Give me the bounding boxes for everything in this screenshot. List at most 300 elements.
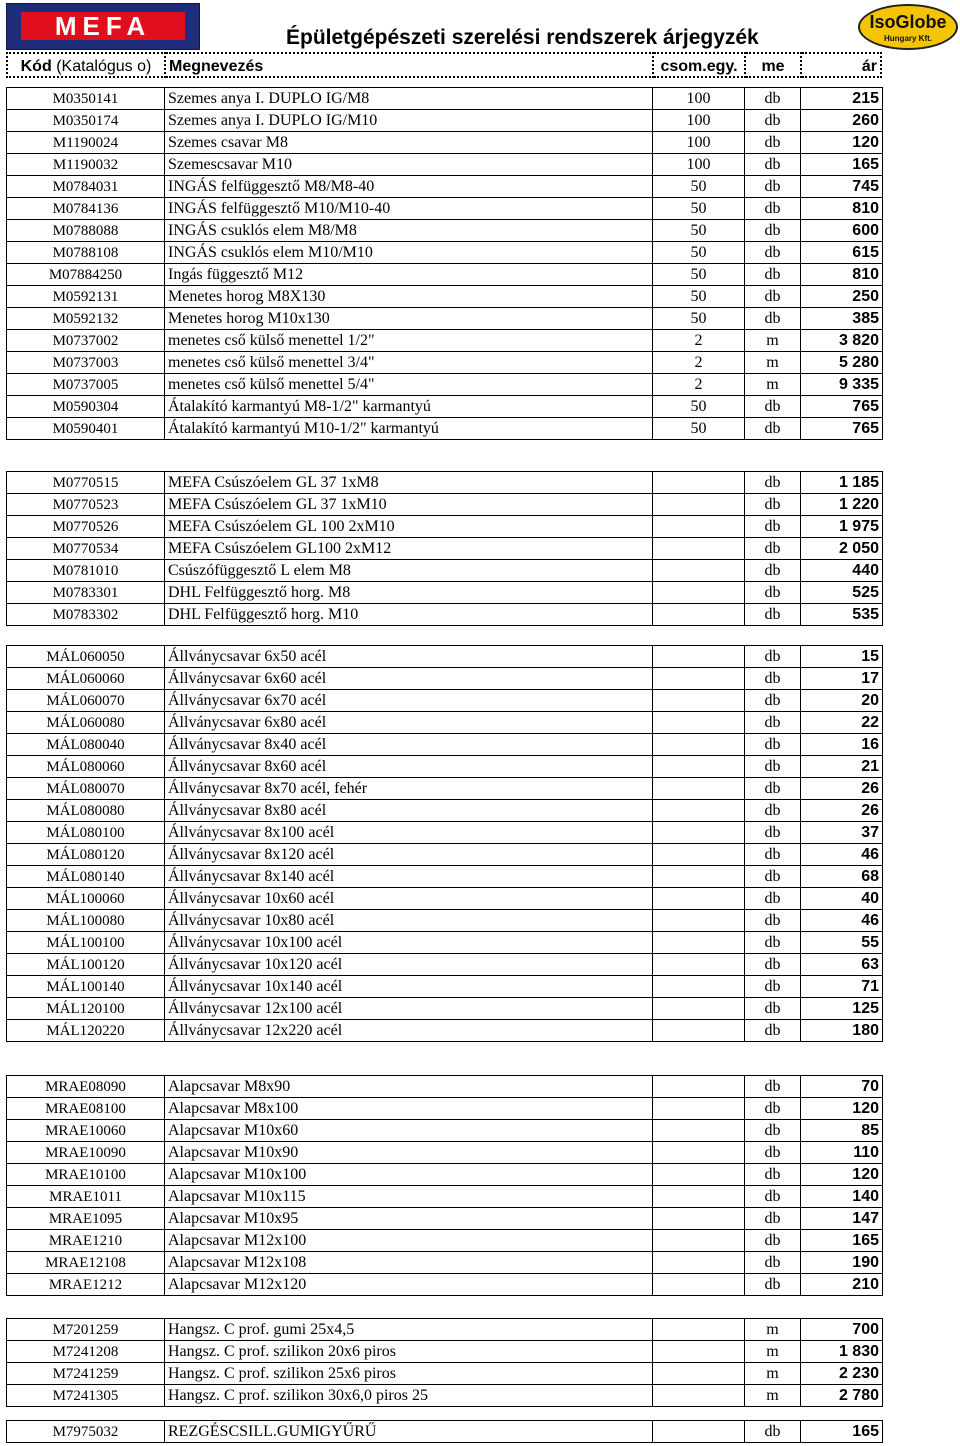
cell-pack: 50 <box>653 418 745 440</box>
cell-price: 140 <box>801 1186 883 1208</box>
cell-code: M0788108 <box>7 242 165 264</box>
cell-unit: m <box>745 1319 801 1341</box>
table-row <box>7 242 883 264</box>
cell-unit: db <box>745 910 801 932</box>
table-row <box>7 1020 883 1042</box>
table-row <box>7 286 883 308</box>
table-row <box>7 472 883 494</box>
cell-unit: m <box>745 1385 801 1407</box>
cell-code: MRAE10090 <box>7 1142 165 1164</box>
table-row <box>7 198 883 220</box>
cell-pack: 100 <box>653 110 745 132</box>
cell-pack: 50 <box>653 176 745 198</box>
mefa-logo: MEFA <box>6 3 200 50</box>
cell-code: MÁL080040 <box>7 734 165 756</box>
cell-code: M0592131 <box>7 286 165 308</box>
cell-name: Állványcsavar 6x70 acél <box>165 690 653 712</box>
cell-name: Állványcsavar 12x100 acél <box>165 998 653 1020</box>
cell-unit: db <box>745 560 801 582</box>
cell-pack: 50 <box>653 198 745 220</box>
cell-pack <box>653 1385 745 1407</box>
cell-name: Szemes anya I. DUPLO IG/M10 <box>165 110 653 132</box>
cell-pack <box>653 1319 745 1341</box>
cell-unit: db <box>745 1076 801 1098</box>
cell-code: M0784031 <box>7 176 165 198</box>
table-row <box>7 998 883 1020</box>
cell-pack <box>653 1142 745 1164</box>
cell-name: Alapcsavar M10x100 <box>165 1164 653 1186</box>
cell-name: DHL Felfüggesztő horg. M10 <box>165 604 653 626</box>
cell-price: 46 <box>801 844 883 866</box>
cell-name: Állványcsavar 8x100 acél <box>165 822 653 844</box>
cell-unit: db <box>745 198 801 220</box>
cell-code: M0737002 <box>7 330 165 352</box>
cell-pack: 50 <box>653 286 745 308</box>
cell-unit: db <box>745 516 801 538</box>
cell-code: M0770523 <box>7 494 165 516</box>
cell-price: 745 <box>801 176 883 198</box>
cell-name: Állványcsavar 8x60 acél <box>165 756 653 778</box>
table-row <box>7 538 883 560</box>
table-row <box>7 582 883 604</box>
cell-price: 765 <box>801 418 883 440</box>
table-row <box>7 352 883 374</box>
cell-pack <box>653 998 745 1020</box>
cell-name: Állványcsavar 10x80 acél <box>165 910 653 932</box>
cell-unit: db <box>745 1230 801 1252</box>
cell-name: Ingás függesztő M12 <box>165 264 653 286</box>
cell-name: DHL Felfüggesztő horg. M8 <box>165 582 653 604</box>
cell-pack <box>653 756 745 778</box>
cell-unit: m <box>745 352 801 374</box>
product-group-table <box>6 471 883 626</box>
cell-code: MÁL100120 <box>7 954 165 976</box>
cell-price: 525 <box>801 582 883 604</box>
cell-name: Állványcsavar 8x70 acél, fehér <box>165 778 653 800</box>
cell-pack <box>653 1208 745 1230</box>
cell-pack <box>653 712 745 734</box>
cell-pack <box>653 800 745 822</box>
cell-code: MRAE1095 <box>7 1208 165 1230</box>
cell-pack <box>653 1230 745 1252</box>
cell-pack <box>653 976 745 998</box>
cell-name: Alapcsavar M12x120 <box>165 1274 653 1296</box>
cell-unit: db <box>745 844 801 866</box>
cell-unit: db <box>745 242 801 264</box>
cell-price: 215 <box>801 88 883 110</box>
cell-code: MÁL120220 <box>7 1020 165 1042</box>
cell-unit: db <box>745 690 801 712</box>
table-row <box>7 374 883 396</box>
cell-name: Alapcsavar M10x90 <box>165 1142 653 1164</box>
product-group-table <box>6 1420 883 1443</box>
cell-unit: db <box>745 308 801 330</box>
cell-price: 125 <box>801 998 883 1020</box>
cell-name: Átalakító karmantyú M8-1/2" karmantyú <box>165 396 653 418</box>
cell-code: M1190024 <box>7 132 165 154</box>
cell-name: Hangsz. C prof. szilikon 20x6 piros <box>165 1341 653 1363</box>
cell-price: 26 <box>801 778 883 800</box>
cell-unit: db <box>745 264 801 286</box>
cell-pack <box>653 1076 745 1098</box>
cell-code: M0784136 <box>7 198 165 220</box>
cell-price: 2 230 <box>801 1363 883 1385</box>
cell-pack <box>653 604 745 626</box>
cell-unit: db <box>745 1020 801 1042</box>
cell-price: 250 <box>801 286 883 308</box>
table-row <box>7 1230 883 1252</box>
cell-pack <box>653 582 745 604</box>
table-row <box>7 668 883 690</box>
cell-unit: db <box>745 800 801 822</box>
cell-price: 440 <box>801 560 883 582</box>
cell-name: REZGÉSCSILL.GUMIGYŰRŰ <box>165 1421 653 1443</box>
table-row <box>7 1120 883 1142</box>
table-row <box>7 888 883 910</box>
cell-code: M0592132 <box>7 308 165 330</box>
cell-pack <box>653 560 745 582</box>
cell-unit: db <box>745 1164 801 1186</box>
table-row <box>7 264 883 286</box>
cell-price: 180 <box>801 1020 883 1042</box>
cell-name: MEFA Csúszóelem GL 37 1xM10 <box>165 494 653 516</box>
cell-pack <box>653 778 745 800</box>
cell-name: Állványcsavar 6x80 acél <box>165 712 653 734</box>
table-row <box>7 154 883 176</box>
column-header-price: ár <box>802 52 882 78</box>
cell-price: 190 <box>801 1252 883 1274</box>
cell-code: MRAE08100 <box>7 1098 165 1120</box>
table-row <box>7 1363 883 1385</box>
cell-code: M0590304 <box>7 396 165 418</box>
column-header-name: Megnevezés <box>166 52 654 78</box>
isoglobe-logo: IsoGlobe Hungary Kft. <box>858 4 958 50</box>
cell-pack: 100 <box>653 132 745 154</box>
cell-unit: db <box>745 220 801 242</box>
cell-code: M7241305 <box>7 1385 165 1407</box>
cell-unit: m <box>745 1363 801 1385</box>
cell-pack: 50 <box>653 220 745 242</box>
cell-unit: db <box>745 1421 801 1443</box>
cell-unit: db <box>745 888 801 910</box>
table-row <box>7 1274 883 1296</box>
cell-code: M0781010 <box>7 560 165 582</box>
cell-price: 810 <box>801 264 883 286</box>
cell-code: MRAE1210 <box>7 1230 165 1252</box>
table-row <box>7 1208 883 1230</box>
table-row <box>7 132 883 154</box>
cell-code: M7201259 <box>7 1319 165 1341</box>
cell-unit: db <box>745 582 801 604</box>
cell-price: 165 <box>801 1230 883 1252</box>
table-row <box>7 866 883 888</box>
cell-price: 810 <box>801 198 883 220</box>
page-title: Épületgépészeti szerelési rendszerek árjegyzék <box>286 26 759 49</box>
cell-name: Alapcsavar M10x115 <box>165 1186 653 1208</box>
cell-code: M7241208 <box>7 1341 165 1363</box>
cell-pack <box>653 494 745 516</box>
cell-pack <box>653 1274 745 1296</box>
cell-pack <box>653 1252 745 1274</box>
cell-price: 535 <box>801 604 883 626</box>
cell-code: MÁL080070 <box>7 778 165 800</box>
cell-code: M0737003 <box>7 352 165 374</box>
column-header-code: Kód (Katalógus o) <box>6 52 166 78</box>
cell-price: 2 050 <box>801 538 883 560</box>
cell-price: 17 <box>801 668 883 690</box>
cell-name: MEFA Csúszóelem GL100 2xM12 <box>165 538 653 560</box>
cell-price: 40 <box>801 888 883 910</box>
cell-name: Szemes anya I. DUPLO IG/M8 <box>165 88 653 110</box>
cell-pack <box>653 822 745 844</box>
table-row <box>7 910 883 932</box>
cell-code: MÁL100100 <box>7 932 165 954</box>
cell-pack <box>653 866 745 888</box>
cell-unit: db <box>745 756 801 778</box>
cell-name: Állványcsavar 10x100 acél <box>165 932 653 954</box>
cell-price: 1 975 <box>801 516 883 538</box>
table-row <box>7 1319 883 1341</box>
cell-pack <box>653 1341 745 1363</box>
cell-price: 210 <box>801 1274 883 1296</box>
cell-price: 110 <box>801 1142 883 1164</box>
cell-name: Állványcsavar 8x40 acél <box>165 734 653 756</box>
table-row <box>7 494 883 516</box>
table-row <box>7 308 883 330</box>
cell-code: MÁL080120 <box>7 844 165 866</box>
cell-name: Hangsz. C prof. szilikon 30x6,0 piros 25 <box>165 1385 653 1407</box>
cell-code: M07884250 <box>7 264 165 286</box>
cell-price: 37 <box>801 822 883 844</box>
cell-name: Alapcsavar M12x108 <box>165 1252 653 1274</box>
cell-price: 765 <box>801 396 883 418</box>
cell-name: Állványcsavar 12x220 acél <box>165 1020 653 1042</box>
cell-code: MRAE12108 <box>7 1252 165 1274</box>
table-row <box>7 1164 883 1186</box>
cell-unit: m <box>745 330 801 352</box>
table-row <box>7 1186 883 1208</box>
cell-code: MÁL080100 <box>7 822 165 844</box>
cell-code: M0770534 <box>7 538 165 560</box>
table-row <box>7 176 883 198</box>
cell-price: 68 <box>801 866 883 888</box>
cell-name: Alapcsavar M8x100 <box>165 1098 653 1120</box>
cell-price: 700 <box>801 1319 883 1341</box>
cell-code: M0783301 <box>7 582 165 604</box>
cell-unit: db <box>745 1098 801 1120</box>
cell-pack <box>653 690 745 712</box>
table-row <box>7 418 883 440</box>
cell-unit: db <box>745 1274 801 1296</box>
cell-name: Szemes csavar M8 <box>165 132 653 154</box>
cell-code: M0350141 <box>7 88 165 110</box>
cell-code: MRAE1011 <box>7 1186 165 1208</box>
cell-unit: db <box>745 1142 801 1164</box>
cell-price: 71 <box>801 976 883 998</box>
cell-unit: db <box>745 472 801 494</box>
product-group-table <box>6 645 883 1042</box>
cell-code: M0737005 <box>7 374 165 396</box>
cell-name: Alapcsavar M10x60 <box>165 1120 653 1142</box>
cell-pack: 2 <box>653 330 745 352</box>
cell-name: Menetes horog M10x130 <box>165 308 653 330</box>
table-row <box>7 844 883 866</box>
cell-name: Állványcsavar 6x60 acél <box>165 668 653 690</box>
cell-price: 85 <box>801 1120 883 1142</box>
cell-pack <box>653 538 745 560</box>
cell-code: MRAE1212 <box>7 1274 165 1296</box>
cell-code: M0788088 <box>7 220 165 242</box>
cell-pack: 50 <box>653 242 745 264</box>
cell-name: MEFA Csúszóelem GL 37 1xM8 <box>165 472 653 494</box>
cell-pack <box>653 472 745 494</box>
table-row <box>7 396 883 418</box>
cell-name: INGÁS felfüggesztő M8/M8-40 <box>165 176 653 198</box>
table-row <box>7 330 883 352</box>
cell-code: MRAE08090 <box>7 1076 165 1098</box>
cell-name: Állványcsavar 8x120 acél <box>165 844 653 866</box>
cell-name: MEFA Csúszóelem GL 100 2xM10 <box>165 516 653 538</box>
cell-unit: db <box>745 604 801 626</box>
cell-code: M0770515 <box>7 472 165 494</box>
table-row <box>7 756 883 778</box>
cell-unit: db <box>745 778 801 800</box>
table-row <box>7 1252 883 1274</box>
cell-pack <box>653 516 745 538</box>
cell-price: 165 <box>801 1421 883 1443</box>
cell-pack: 50 <box>653 308 745 330</box>
cell-unit: m <box>745 1341 801 1363</box>
cell-pack <box>653 844 745 866</box>
cell-unit: db <box>745 712 801 734</box>
cell-pack <box>653 932 745 954</box>
cell-code: MÁL100080 <box>7 910 165 932</box>
table-row <box>7 88 883 110</box>
cell-price: 385 <box>801 308 883 330</box>
cell-price: 9 335 <box>801 374 883 396</box>
cell-code: MÁL060050 <box>7 646 165 668</box>
cell-unit: db <box>745 154 801 176</box>
cell-unit: db <box>745 822 801 844</box>
cell-pack <box>653 1363 745 1385</box>
cell-name: Alapcsavar M8x90 <box>165 1076 653 1098</box>
cell-name: Átalakító karmantyú M10-1/2" karmantyú <box>165 418 653 440</box>
cell-unit: db <box>745 132 801 154</box>
cell-price: 165 <box>801 154 883 176</box>
cell-name: Alapcsavar M10x95 <box>165 1208 653 1230</box>
table-row <box>7 822 883 844</box>
cell-code: MÁL080060 <box>7 756 165 778</box>
table-row <box>7 646 883 668</box>
table-row <box>7 604 883 626</box>
cell-code: M7241259 <box>7 1363 165 1385</box>
cell-unit: db <box>745 1208 801 1230</box>
table-row <box>7 712 883 734</box>
cell-price: 16 <box>801 734 883 756</box>
cell-price: 120 <box>801 132 883 154</box>
cell-price: 615 <box>801 242 883 264</box>
cell-unit: db <box>745 954 801 976</box>
cell-code: MÁL080140 <box>7 866 165 888</box>
table-row <box>7 954 883 976</box>
cell-price: 1 185 <box>801 472 883 494</box>
cell-unit: db <box>745 110 801 132</box>
cell-unit: db <box>745 418 801 440</box>
column-header-unit: me <box>746 52 802 78</box>
cell-name: Hangsz. C prof. szilikon 25x6 piros <box>165 1363 653 1385</box>
cell-pack <box>653 910 745 932</box>
cell-price: 120 <box>801 1164 883 1186</box>
cell-code: M0590401 <box>7 418 165 440</box>
cell-name: menetes cső külső menettel 3/4" <box>165 352 653 374</box>
cell-price: 1 220 <box>801 494 883 516</box>
table-row <box>7 800 883 822</box>
product-group-table <box>6 1318 883 1407</box>
table-row <box>7 976 883 998</box>
cell-price: 20 <box>801 690 883 712</box>
cell-unit: db <box>745 88 801 110</box>
cell-code: MÁL060080 <box>7 712 165 734</box>
cell-price: 26 <box>801 800 883 822</box>
table-row <box>7 734 883 756</box>
cell-pack: 2 <box>653 352 745 374</box>
cell-price: 70 <box>801 1076 883 1098</box>
cell-unit: db <box>745 976 801 998</box>
cell-price: 147 <box>801 1208 883 1230</box>
cell-unit: db <box>745 866 801 888</box>
cell-price: 2 780 <box>801 1385 883 1407</box>
cell-code: MRAE10060 <box>7 1120 165 1142</box>
cell-name: Állványcsavar 8x80 acél <box>165 800 653 822</box>
cell-name: Állványcsavar 8x140 acél <box>165 866 653 888</box>
cell-unit: db <box>745 998 801 1020</box>
cell-price: 5 280 <box>801 352 883 374</box>
cell-name: menetes cső külső menettel 1/2" <box>165 330 653 352</box>
table-row <box>7 1076 883 1098</box>
cell-code: M0770526 <box>7 516 165 538</box>
cell-pack <box>653 954 745 976</box>
cell-code: MÁL100140 <box>7 976 165 998</box>
cell-unit: db <box>745 932 801 954</box>
cell-pack: 50 <box>653 264 745 286</box>
table-row <box>7 110 883 132</box>
cell-name: Állványcsavar 6x50 acél <box>165 646 653 668</box>
cell-name: Állványcsavar 10x140 acél <box>165 976 653 998</box>
cell-name: Állványcsavar 10x60 acél <box>165 888 653 910</box>
cell-name: Menetes horog M8X130 <box>165 286 653 308</box>
cell-price: 260 <box>801 110 883 132</box>
cell-code: MÁL060060 <box>7 668 165 690</box>
column-header-pack: csom.egy. <box>654 52 746 78</box>
table-row <box>7 560 883 582</box>
table-row <box>7 1098 883 1120</box>
table-row <box>7 1421 883 1443</box>
cell-code: MÁL120100 <box>7 998 165 1020</box>
cell-price: 3 820 <box>801 330 883 352</box>
cell-pack <box>653 1421 745 1443</box>
table-row <box>7 516 883 538</box>
cell-pack <box>653 1186 745 1208</box>
cell-pack <box>653 668 745 690</box>
cell-pack: 100 <box>653 88 745 110</box>
cell-unit: db <box>745 396 801 418</box>
cell-pack: 50 <box>653 396 745 418</box>
cell-price: 63 <box>801 954 883 976</box>
cell-pack <box>653 734 745 756</box>
cell-price: 55 <box>801 932 883 954</box>
cell-pack: 100 <box>653 154 745 176</box>
cell-unit: db <box>745 494 801 516</box>
